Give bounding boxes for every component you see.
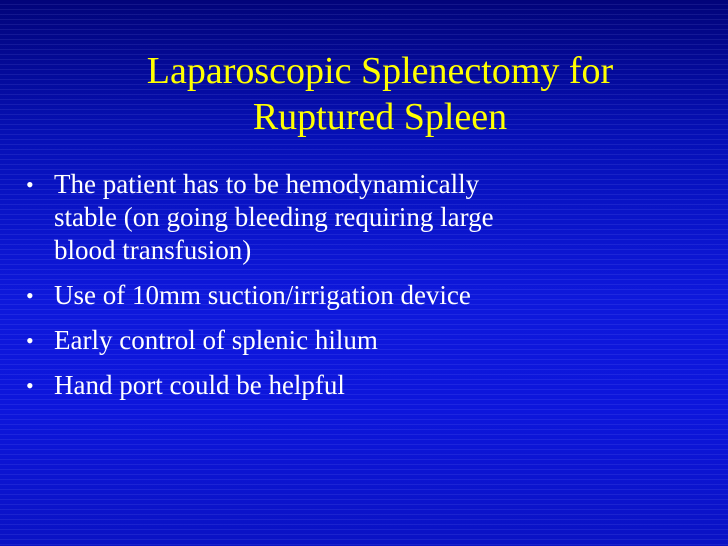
bullet-text: The patient has to be hemodynamically stable (on going bleeding requiring large blood transfusion) xyxy=(54,169,494,265)
bullet-item xyxy=(26,279,666,312)
bullet-item xyxy=(26,168,666,267)
bullet-text: Use of 10mm suction/irrigation device xyxy=(54,280,471,310)
bullet-text: Early control of splenic hilum xyxy=(54,325,378,355)
bullet-item xyxy=(26,369,666,402)
bullet-item xyxy=(26,324,666,357)
bullet-icon: • xyxy=(26,373,34,398)
bullet-text: Hand port could be helpful xyxy=(54,370,345,400)
bullet-icon: • xyxy=(26,328,34,353)
bullet-icon: • xyxy=(26,172,34,197)
slide-title-line-1: Laparoscopic Splenectomy for xyxy=(146,50,614,92)
bullet-icon: • xyxy=(26,283,34,308)
slide-title xyxy=(60,48,700,140)
bullet-list xyxy=(26,168,666,414)
slide-title-line-2: Ruptured Spleen xyxy=(252,96,508,138)
